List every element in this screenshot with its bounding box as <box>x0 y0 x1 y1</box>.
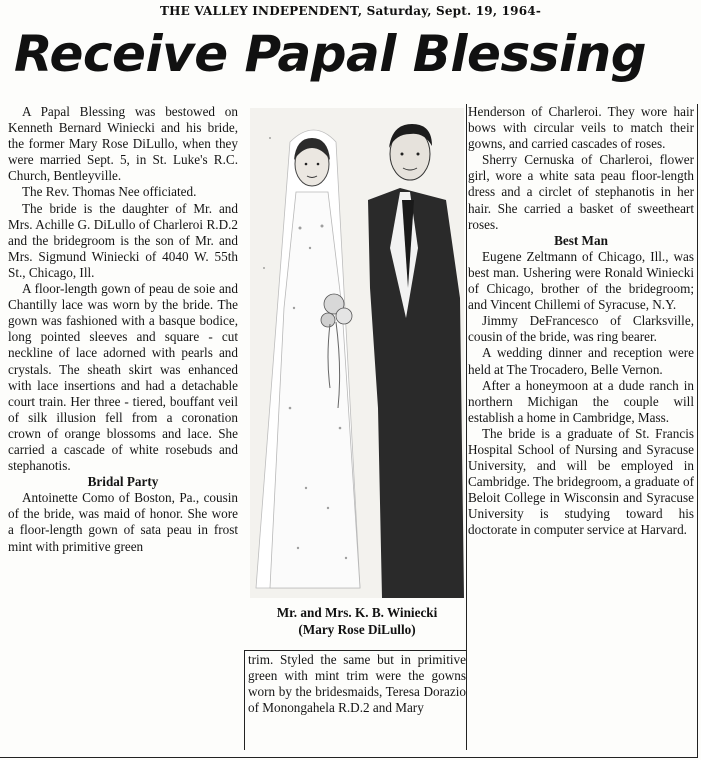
paragraph: The Rev. Thomas Nee officiated. <box>22 184 197 200</box>
headline: Receive Papal Blessing <box>14 25 646 83</box>
paragraph: A floor-length gown of peau de soie and Chantilly lace was worn by the bride. The gown was fashioned with a basque bodice, long pointed sleeves and square - cut neckline of lace adorned with pearls and crystals. The sheath skirt was enhanced with lace insertions and had a detachable court train. Her three - tiered, bouffant veil of silk illusion fell from a coronation crown of orange blossoms and lace. She carried a cascade of white rosebuds and stephanotis. <box>8 281 238 474</box>
paragraph: Antoinette Como of Boston, Pa., cousin of the bride, was maid of honor. She wore a floor-length gown of sata peau in frost mint with primitive green <box>8 490 238 554</box>
caption-line-maiden-name: (Mary Rose DiLullo) <box>298 622 416 637</box>
paragraph: Henderson of Charleroi. They wore hair bows with circular veils to match their gowns, and carried cascades of roses. <box>468 104 694 152</box>
subhead-bridal-party: Bridal Party <box>87 474 159 490</box>
column-1 <box>8 104 238 555</box>
paragraph: Sherry Cernuska of Charleroi, flower girl, wore a white sata peau floor-length dress and a circlet of stephanotis in her hair. She carried a basket of sweetheart roses. <box>468 152 694 232</box>
column-3 <box>468 104 694 539</box>
wedding-photo-illustration <box>250 108 464 598</box>
paragraph: trim. Styled the same but in primitive green with mint trim were the gowns worn by the bridesmaids, Teresa Dorazio of Monongahela R.D.2 and Mary <box>248 652 466 716</box>
column-rule-left <box>244 650 245 750</box>
column-2-continued <box>248 652 466 716</box>
paragraph: A Papal Blessing was bestowed on Kenneth Bernard Winiecki and his bride, the former Mary Rose DiLullo, when they were married Sept. 5, in St. Luke's R.C. Church, Bentleyville. <box>8 104 238 184</box>
caption-line-names: Mr. and Mrs. K. B. Winiecki <box>276 605 438 620</box>
photo-caption <box>248 604 466 638</box>
wedding-photo <box>250 108 464 598</box>
paragraph: The bride is the daughter of Mr. and Mrs. Achille G. DiLullo of Charleroi R.D.2 and the bridegroom is the son of Mr. and Mrs. Sigmund Winiecki of 4040 W. 55th St., Chicago, Ill. <box>8 200 238 280</box>
bottom-border <box>0 757 698 758</box>
subhead-best-man: Best Man <box>554 232 608 248</box>
masthead: THE VALLEY INDEPENDENT, Saturday, Sept. 19, 1964- <box>159 4 541 18</box>
paragraph: A wedding dinner and reception were held at The Trocadero, Belle Vernon. <box>468 345 694 377</box>
right-border <box>697 104 698 758</box>
caption-rule <box>244 650 466 651</box>
paragraph: Jimmy DeFrancesco of Clarksville, cousin of the bride, was ring bearer. <box>468 313 694 345</box>
paragraph: The bride is a graduate of St. Francis Hospital School of Nursing and Syracuse University, and will be employed in Cambridge. The bridegroom, a graduate of Beloit College in Wisconsin and Syracuse University is studying toward his doctorate in computer service at Harvard. <box>468 425 694 538</box>
paragraph: Eugene Zeltmann of Chicago, Ill., was best man. Ushering were Ronald Winiecki of Chicago, brother of the bridegroom; and Vincent Chillemi of Syracuse, N.Y. <box>468 248 694 313</box>
column-rule-right <box>466 104 467 750</box>
paragraph: After a honeymoon at a dude ranch in northern Michigan the couple will establish a home in Cambridge, Mass. <box>468 377 694 425</box>
